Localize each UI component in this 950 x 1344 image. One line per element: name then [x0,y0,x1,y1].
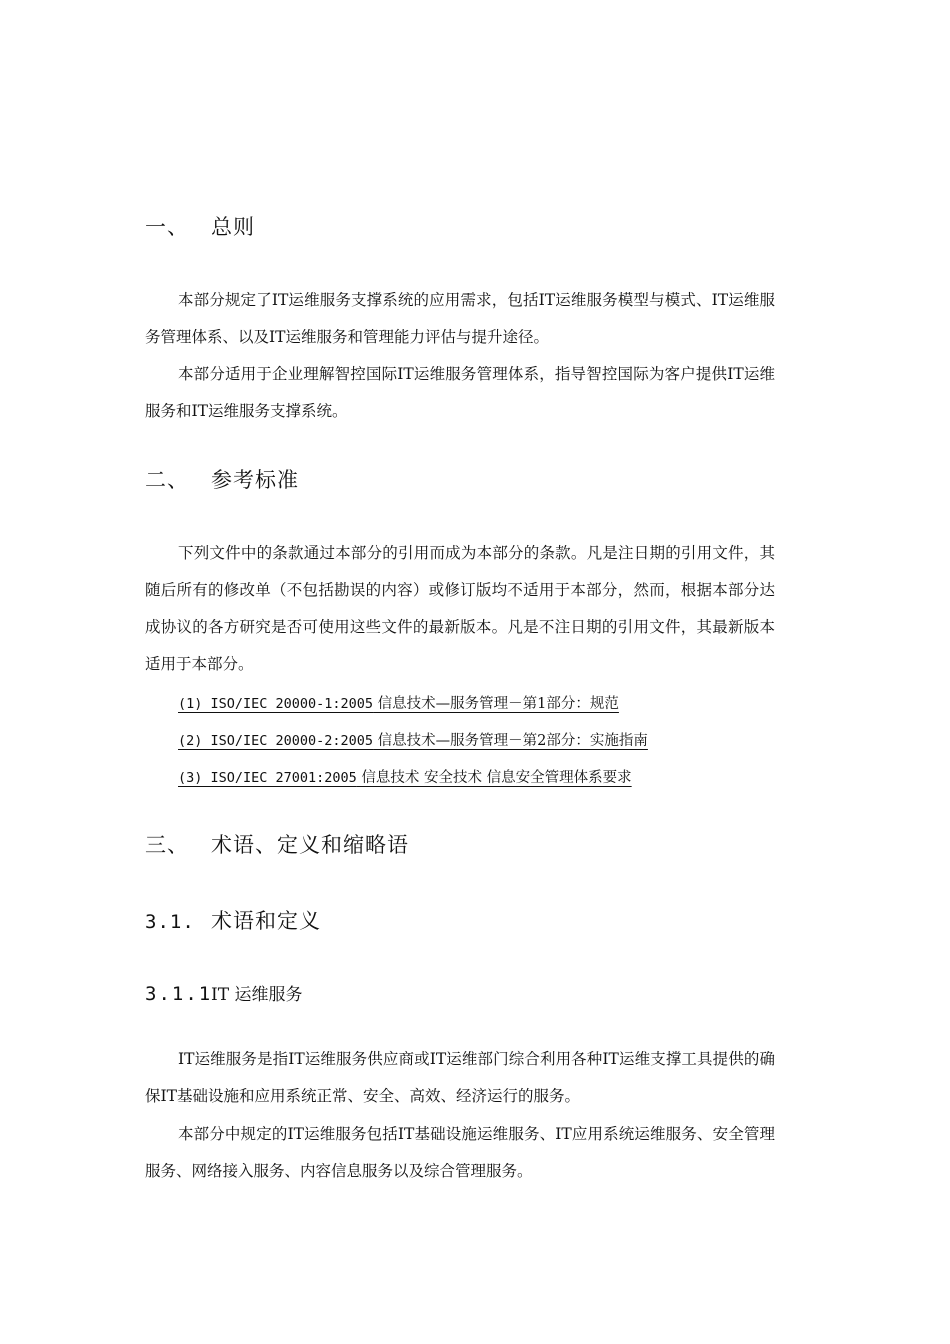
reference-item [178,766,632,787]
reference-title: 信息技术—服务管理－第2部分：实施指南 [373,733,648,749]
section-number: 一、 [145,215,189,239]
section-title: 术语、定义和缩略语 [211,833,409,857]
paragraph-scope-1: 本部分规定了IT运维服务支撑系统的应用需求，包括IT运维服务模型与模式、IT运维服务管理体系、以及IT运维服务和管理能力评估与提升途径。 [145,291,775,346]
reference-title: 信息技术—服务管理－第1部分：规范 [373,696,619,712]
subsubsection-number: 3.1.1 [145,983,213,1005]
reference-item [178,692,619,713]
subsubsection-title: IT 运维服务 [211,985,303,1005]
paragraph-it-ops-definition: IT运维服务是指IT运维服务供应商或IT运维部门综合利用各种IT运维支撑工具提供的确保IT基础设施和应用系统正常、安全、高效、经济运行的服务。 [145,1050,775,1105]
section-heading-terms [145,829,409,859]
section-title: 参考标准 [211,468,299,492]
reference-item [178,729,648,750]
reference-code: (2) ISO/IEC 20000-2:2005 [178,733,374,749]
reference-code: (3) ISO/IEC 27001:2005 [178,770,357,786]
section-heading-references [145,464,299,494]
section-number: 三、 [145,833,189,857]
section-heading-general [145,211,255,241]
subsection-heading-terms-definitions [145,905,321,935]
paragraph-scope-2: 本部分适用于企业理解智控国际IT运维服务管理体系，指导智控国际为客户提供IT运维服务和IT运维服务支撑系统。 [145,365,775,420]
section-title: 总则 [211,215,255,239]
subsection-number: 3.1. [145,911,195,933]
paragraph-references-intro: 下列文件中的条款通过本部分的引用而成为本部分的条款。凡是注日期的引用文件，其随后所有的修改单（不包括勘误的内容）或修订版均不适用于本部分，然而，根据本部分达成协议的各方研究是否可使用这些文件的最新版本。凡是不注日期的引用文件，其最新版本适用于本部分。 [145,544,775,673]
reference-code: (1) ISO/IEC 20000-1:2005 [178,696,374,712]
paragraph-it-ops-scope: 本部分中规定的IT运维服务包括IT基础设施运维服务、IT应用系统运维服务、安全管理服务、网络接入服务、内容信息服务以及综合管理服务。 [145,1125,775,1180]
section-number: 二、 [145,468,189,492]
reference-title: 信息技术 安全技术 信息安全管理体系要求 [356,770,632,786]
subsubsection-heading-it-ops [145,980,302,1005]
subsection-title: 术语和定义 [211,909,321,933]
